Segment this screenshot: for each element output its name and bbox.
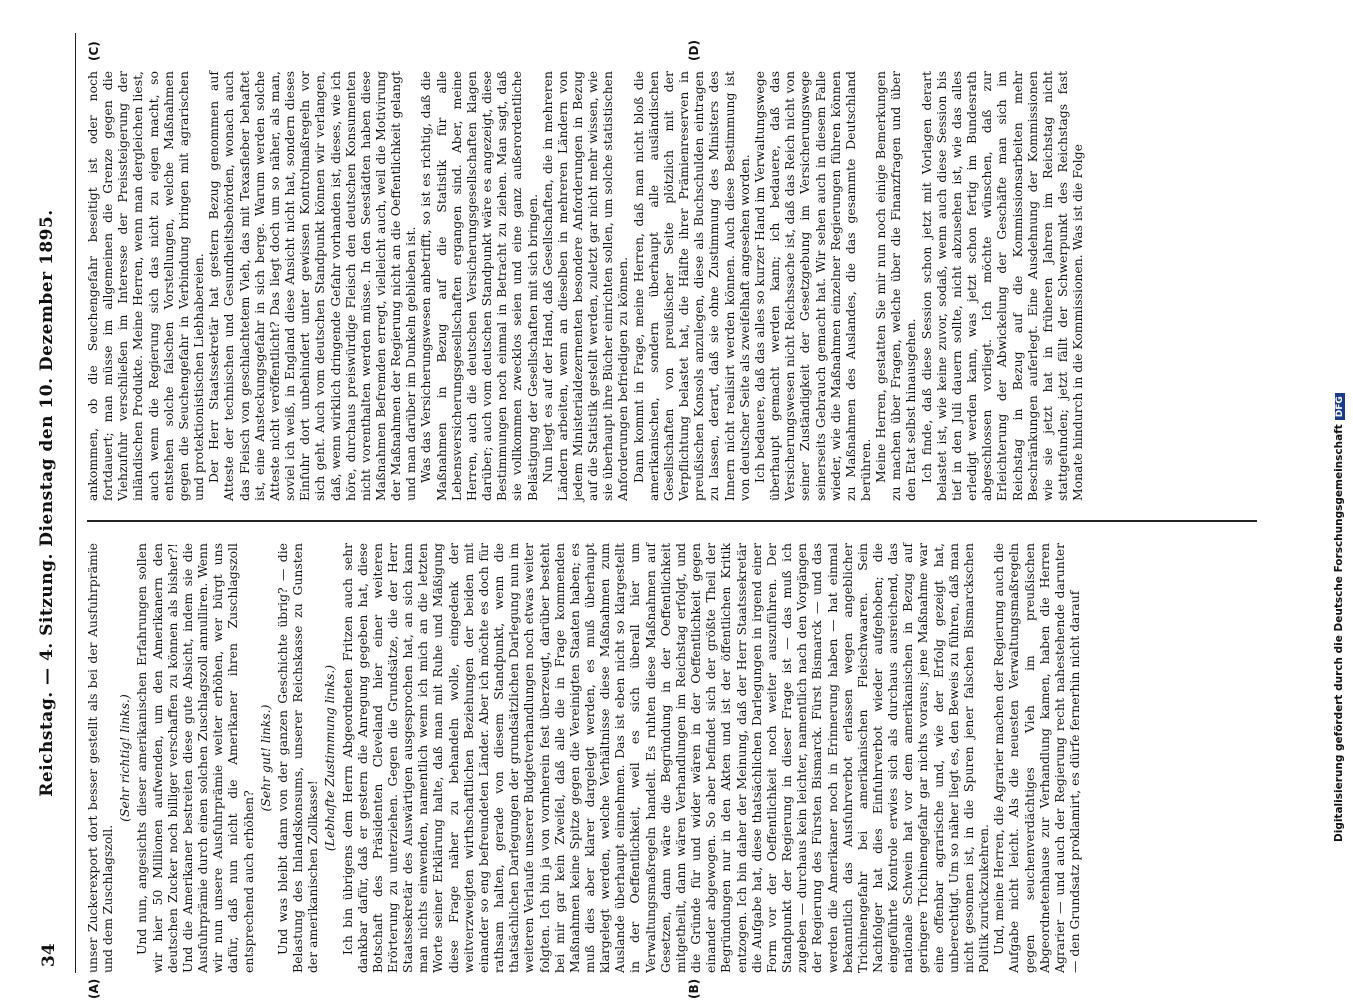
paragraph: Der Herr Staatssekretär hat gestern Bezug genommen auf Atteste der technischen und Gesundheitsbehörden, wonach auch das Fleisch von geschlachtetem Vieh, das mit Texasfieber behaftet ist, eine Ansteckungsgefahr in sich berge. Warum werden solche Atteste nicht veröffentlicht? Das liegt doch um so näher, als man, soviel ich weiß, in England diese Ansicht nicht hat, sondern dieses Einfuhr dort unbehindert unter gewissen Kontrolmaßregeln vor sich geht. Auch vom deutschen Standpunkt können wir verlangen, daß, wenn wirklich dringende Gefahr vorhanden ist, dieses, wie ich höre, durchaus preiswürdige Fleisch den deutschen Konsumenten nicht vorenthalten werden müsse. In den Seestädten haben diese Maßnahmen Befremden erregt, vielleicht auch, weil die Motivirung der Maßnahmen der Regierung nicht an die Oeffentlichkeit gelangt und man darüber im Dunkeln geblieben ist. [206, 71, 419, 501]
paragraph: unser Zuckerexport dort besser gestellt als bei der Ausfuhrprämie und dem Zuschlagszoll. [85, 543, 116, 973]
margin-marker-c: (C) [87, 41, 101, 61]
paragraph: Ich finde, daß diese Session schon jetzt mit Vorlagen derart belastet ist, wie keine zuvor, sodaß, wenn auch diese Session bis tief in den Juli dauern sollte, nicht abzusehen ist, wie das alles erledigt werden kann, was jetzt schon fertig im Bundesrath abgeschlossen vorliegt. Ich möchte wünschen, daß zur Erleichterung der Abwickelung der Geschäfte man sich im Reichstag in Bezug auf die Kommissionsarbeiten mehr Beschränkungen auferlegt. Eine Ausdehnung der Kommissionen wie sie jetzt hat in früheren Jahren im Reichstag nicht stattgefunden; jetzt fällt der Schwerpunkt des Reichstags fast Monate hindurch in die Kommissionen. Was ist die Folge [918, 71, 1086, 501]
left-column [85, 543, 1082, 973]
digitization-credit [1333, 12, 1345, 842]
page-title: Reichstag. — 4. Sitzung. Dienstag den 10. Dezember 1895. [37, 209, 57, 797]
paragraph: Was das Versicherungswesen anbetrifft, so ist es richtig, daß die Maßnahmen in Bezug auf die Statistik für alle Lebensversicherungsgesellschaften ergangen sind. Aber, meine Herren, auch die deutschen Versicherungsgesellschaften klagen darüber; auch vom deutschen Standpunkt wäre es angezeigt, diese Bestimmungen noch einmal in Betracht zu ziehen. Man sagt, daß sie vollkommen zwecklos seien und eine ganz außerordentliche Belästigung der Gesellschaften mit sich bringen. [418, 71, 540, 501]
interjection: (Lebhafte Zustimmung links.) [322, 664, 338, 852]
margin-marker-a: (A) [87, 978, 101, 999]
margin-marker-b: (B) [687, 978, 701, 999]
paragraph: Ich bedauere, daß das alles so kurzer Hand im Verwaltungswege überhaupt gemacht werden kann; ich bedauere, daß das Versicherungswesen nicht Reichssache ist, daß das Reich nicht von seiner Zuständigkeit der Gesetzgebung im Versicherungswege seinerseits Gebrauch gemacht hat. Wir sehen auch in diesem Falle wieder, wie die Maßnahmen einzelner Regierungen führen können zu Maßnahmen des Auslandes, die das gesammte Deutschland berühren. [751, 71, 873, 501]
paragraph: Und nun, angesichts dieser amerikanischen Erfahrungen sollen wir hier 50 Millionen aufwenden, um den Amerikanern den deutschen Zucker noch billiger verschaffen zu können als bisher?! Und die Amerikaner bestreiten diese gute Absicht, indem sie die Ausfuhrprämie durch einen solchen Zuschlagszoll annulliren. Wenn wir nun unsere Ausfuhrprämie weiter erhöhen, wer bürgt uns dafür, daß nun nicht die Amerikaner ihren Zuschlagszoll entsprechend auch erhöhen? [134, 543, 256, 973]
page-header [27, 33, 76, 973]
credit-text: Digitalisierung gefördert durch die Deutsche Forschungsgemeinschaft [1333, 424, 1345, 842]
paragraph: Dann kommt in Frage, meine Herren, daß man nicht bloß die amerikanischen, sondern überhaupt alle ausländischen Gesellschaften von preußischer Seite plötzlich mit der Verpflichtung belastet hat, die Hälfte ihrer Prämienreserven in preußischen Konsols anzulegen, diese als Buchschulden eintragen zu lassen, derart, daß sie ohne Zustimmung des Ministers des Innern nicht realisirt werden können. Auch diese Bestimmung ist von deutscher Seite als zweifelhaft angesehen worden. [630, 71, 752, 501]
paragraph: Und was bleibt dann von der ganzen Geschichte übrig? — die Belastung des Inlandskonsums, unserer Reichskasse zu Gunsten der amerikanischen Zollkasse! [274, 543, 321, 973]
rotated-page [27, 33, 1272, 999]
dfg-logo: DFG [1335, 393, 1345, 420]
paragraph: Meine Herren, gestatten Sie mir nun noch einige Bemerkungen zu machen über Fragen, welche über die Finanzfragen und über den Etat selbst hinausgehen. [873, 71, 919, 501]
paragraph: ankommen, ob die Seuchengefahr beseitigt ist oder noch fortdauert; man müsse im allgemeinen die Grenze gegen die Viehzufuhr verschließen im Interesse der Preissteigerung der inländischen Produkte. Meine Herren, wenn man dergleichen liest, auch wenn die Regierung sich das nicht zu eigen macht, so entstehen solche falschen Vorstellungen, welche Maßnahmen gegen die Seuchengefahr in Verbindung bringen mit agrarischen und protektionistischen Liebhabereien. [85, 71, 207, 501]
right-column [85, 71, 1085, 501]
paragraph: Und, meine Herren, die Agrarier machen der Regierung auch die Aufgabe nicht leicht. Als die neuesten Verwaltungsmaßregeln gegen seuchenverdächtiges Vieh im preußischen Abgeordnetenhause zur Verhandlung kamen, haben die Herren Agrarier — und auch der Regierung recht nahestehende darunter — den Grundsatz proklamirt, es dürfe fernerhin nicht darauf [991, 543, 1082, 973]
paragraph: Nun liegt es auf der Hand, daß Gesellschaften, die in mehreren Ländern arbeiten, wenn an dieselben in mehreren Ländern von jedem Ministerialdezernenten besondere Anforderungen in Bezug auf die Statistik gestellt werden, zuletzt gar nicht mehr wissen, wie sie überhaupt ihre Bücher einrichten sollen, um solche statistischen Anforderungen befriedigen zu können. [539, 71, 631, 501]
paragraph: Ich bin übrigens dem Herrn Abgeordneten Fritzen auch sehr dankbar dafür, daß er gestern die Anregung gegeben hat, diese Botschaft des Präsidenten Cleveland hier einer weiteren Erörterung zu unterziehen. Gegen die Grundsätze, die der Herr Staatssekretär des Auswärtigen ausgesprochen hat, an sich kann man nichts einwenden, namentlich wenn ich mich an die letzten Worte seiner Erklärung halte, daß man mit Ruhe und Mäßigung diese Frage näher zu behandeln wolle, eingedenk der weitverzweigten wirthschaftlichen Beziehungen der beiden mit einander so eng befreundeten Länder. Aber ich möchte es doch für rathsam halten, gerade von diesem Standpunkt, wenn die thatsächlichen Darlegungen der grundsätzlichen Darlegung nun im weiteren Verlaufe unserer Budgetverhandlungen noch etwas weiter folgten. Ich bin ja von vornherein fest überzeugt, darüber besteht bei mir gar kein Zweifel, daß alle die in Frage kommenden Maßnahmen keine Spitze gegen die Vereinigten Staaten haben; es muß dies aber klarer dargelegt werden, es muß überhaupt klargelegt werden, welche Verhältnisse diese Maßnahmen zum Auslande überhaupt einnehmen. Das ist eben nicht so klargestellt in der Oeffentlichkeit, weil es sich überall hier um Verwaltungsmaßregeln handelt. Es ruhten diese Maßnahmen auf Gesetzen, dann wäre die Begründung in der Oeffentlichkeit mitgetheilt, dann wären Verhandlungen im Reichstag erfolgt, und die Gründe für und wider wären in der Oeffentlichkeit gegen einander abgewogen. So aber befindet sich der größte Theil der Begründungen nur in den Akten und ist der öffentlichen Kritik entzogen. Ich bin daher der Meinung, daß der Herr Staatssekretär die Aufgabe hat, diese thatsächlichen Darlegungen in irgend einer Form vor der Oeffentlichkeit noch weiter auszuführen. Der Standpunkt der Regierung in dieser Frage ist — das muß ich zugeben — durchaus kein leichter, namentlich nach den Vorgängen der Regierung des Fürsten Bismarck. Fürst Bismarck — und das werden die Amerikaner noch in Erinnerung haben — hat einmal bekanntlich das Ausfuhrverbot erlassen wegen angeblicher Trichinengefahr bei amerikanischen Fleischwaaren. Sein Nachfolger hat dies Einfuhrverbot wieder aufgehoben; die eingeführte Kontrole erwies sich als durchaus ausreichend, das nationale Schwein hat vor dem amerikanischen in Bezug auf geringere Trichinengefahr gar nichts voraus; jene Maßnahme war eine offenbar agrarische und, wie der Erfolg gezeigt hat, unberechtigt. Um so näher liegt es, den Beweis zu führen, daß man nicht gesonnen ist, in die Spuren jener falschen Bismarckschen Politik zurückzukehren. [339, 543, 992, 973]
column-divider [87, 520, 1257, 522]
page-number: 34 [39, 943, 59, 967]
interjection: (Sehr richtig! links.) [117, 694, 133, 822]
interjection: (Sehr gut! links.) [257, 704, 273, 812]
margin-marker-d: (D) [687, 40, 701, 61]
